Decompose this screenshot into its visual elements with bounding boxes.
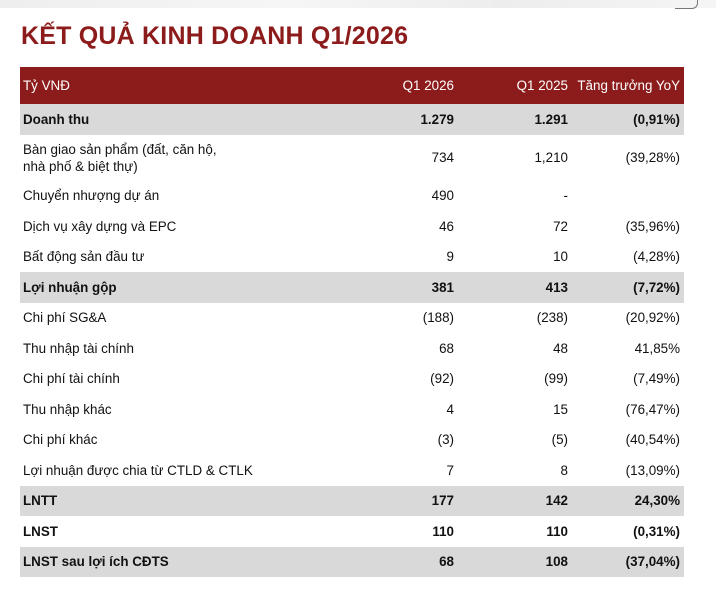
cell-q1-2026: 110 <box>432 523 454 539</box>
row-label-text: Bàn giao sản phẩm (đất, căn hộ, nhà phố & biệt thự) <box>23 141 217 174</box>
table-row-other-expense <box>20 425 684 456</box>
cell-q1-2026: (92) <box>430 371 454 387</box>
row-label: Chi phí SG&A <box>23 310 107 326</box>
table-row-gross-profit <box>20 272 684 303</box>
cell-yoy: (0,91%) <box>572 104 684 135</box>
header-q1-2025: Q1 2025 <box>516 78 568 93</box>
row-label: Bất động sản đầu tư <box>23 249 145 265</box>
cell-yoy: (7,72%) <box>572 272 684 303</box>
header-q1-2026: Q1 2026 <box>402 78 454 93</box>
table-row-investment-property <box>20 242 684 273</box>
row-label: Lợi nhuận gộp <box>20 272 356 303</box>
cell-q1-2025: (238) <box>536 310 568 326</box>
cell-q1-2026: 381 <box>356 272 458 303</box>
cell-yoy: 24,30% <box>572 486 684 517</box>
table-row-pat-parent <box>20 547 684 578</box>
cell-q1-2026: 4 <box>446 401 454 417</box>
table-row-pat <box>20 516 684 547</box>
cell-q1-2026: 490 <box>431 188 454 204</box>
cell-q1-2025: 110 <box>546 523 568 539</box>
cell-q1-2025: 1,210 <box>534 150 568 165</box>
table-row-sga-expense <box>20 303 684 334</box>
table-header-row <box>20 67 684 104</box>
cell-q1-2025: 413 <box>458 272 572 303</box>
cell-yoy: (35,96%) <box>625 218 680 234</box>
row-label: Doanh thu <box>20 104 356 135</box>
cell-yoy: (76,47%) <box>625 401 680 417</box>
cell-q1-2025: 72 <box>553 218 568 234</box>
row-label: Chi phí tài chính <box>23 371 120 387</box>
cell-q1-2025: 8 <box>560 462 568 478</box>
cell-yoy: (37,04%) <box>572 547 684 578</box>
cell-q1-2025: 48 <box>553 340 568 356</box>
cell-yoy: (7,49%) <box>633 371 680 387</box>
table-row-financial-expense <box>20 364 684 395</box>
header-yoy-growth: Tăng trưởng YoY <box>577 78 680 93</box>
table-row-other-income <box>20 394 684 425</box>
header-unit: Tỷ VNĐ <box>23 78 70 93</box>
table-row-associates-profit <box>20 455 684 486</box>
table-row-financial-income <box>20 333 684 364</box>
cell-q1-2026: 68 <box>439 340 454 356</box>
cell-q1-2026: 46 <box>439 218 454 234</box>
cell-yoy: (4,28%) <box>633 249 680 265</box>
top-decorative-strip <box>0 0 716 8</box>
cell-yoy: (13,09%) <box>625 462 680 478</box>
cell-q1-2025: (99) <box>544 371 568 387</box>
cell-yoy: (40,54%) <box>625 432 680 448</box>
row-label: LNST <box>23 523 58 539</box>
corner-decoration <box>675 0 698 9</box>
table-row-product-handover <box>20 135 684 181</box>
cell-q1-2026: (188) <box>422 310 454 326</box>
income-statement-table <box>20 67 684 577</box>
cell-q1-2025: - <box>563 188 568 204</box>
row-label <box>20 135 356 181</box>
cell-q1-2025: 1.291 <box>458 104 572 135</box>
cell-yoy: 41,85% <box>634 340 680 356</box>
row-label: LNTT <box>20 486 356 517</box>
row-label: Dịch vụ xây dựng và EPC <box>23 218 177 234</box>
cell-q1-2026: (3) <box>437 432 454 448</box>
row-label: Thu nhập tài chính <box>23 340 134 356</box>
cell-q1-2025: 108 <box>458 547 572 578</box>
cell-q1-2026: 734 <box>431 150 454 165</box>
cell-q1-2025: (5) <box>551 432 568 448</box>
cell-q1-2026: 1.279 <box>356 104 458 135</box>
cell-yoy: (20,92%) <box>625 310 680 326</box>
table-row-construction-epc <box>20 211 684 242</box>
cell-q1-2025: 15 <box>553 401 568 417</box>
row-label: Thu nhập khác <box>23 401 112 417</box>
cell-q1-2025: 10 <box>553 249 568 265</box>
cell-q1-2026: 68 <box>356 547 458 578</box>
cell-yoy: (0,31%) <box>633 523 680 539</box>
row-label: Chuyển nhượng dự án <box>23 188 160 204</box>
table-row-pbt <box>20 486 684 517</box>
row-label: Lợi nhuận được chia từ CTLD & CTLK <box>23 462 253 478</box>
cell-q1-2026: 9 <box>446 249 454 265</box>
page-title: KẾT QUẢ KINH DOANH Q1/2026 <box>21 22 409 50</box>
row-label: LNST sau lợi ích CĐTS <box>20 547 356 578</box>
table-row-revenue <box>20 104 684 135</box>
cell-q1-2026: 7 <box>446 462 454 478</box>
cell-q1-2026: 177 <box>356 486 458 517</box>
cell-yoy <box>572 181 684 212</box>
cell-yoy: (39,28%) <box>625 150 680 165</box>
cell-q1-2025: 142 <box>458 486 572 517</box>
table-row-project-transfer <box>20 181 684 212</box>
row-label: Chi phí khác <box>23 432 98 448</box>
